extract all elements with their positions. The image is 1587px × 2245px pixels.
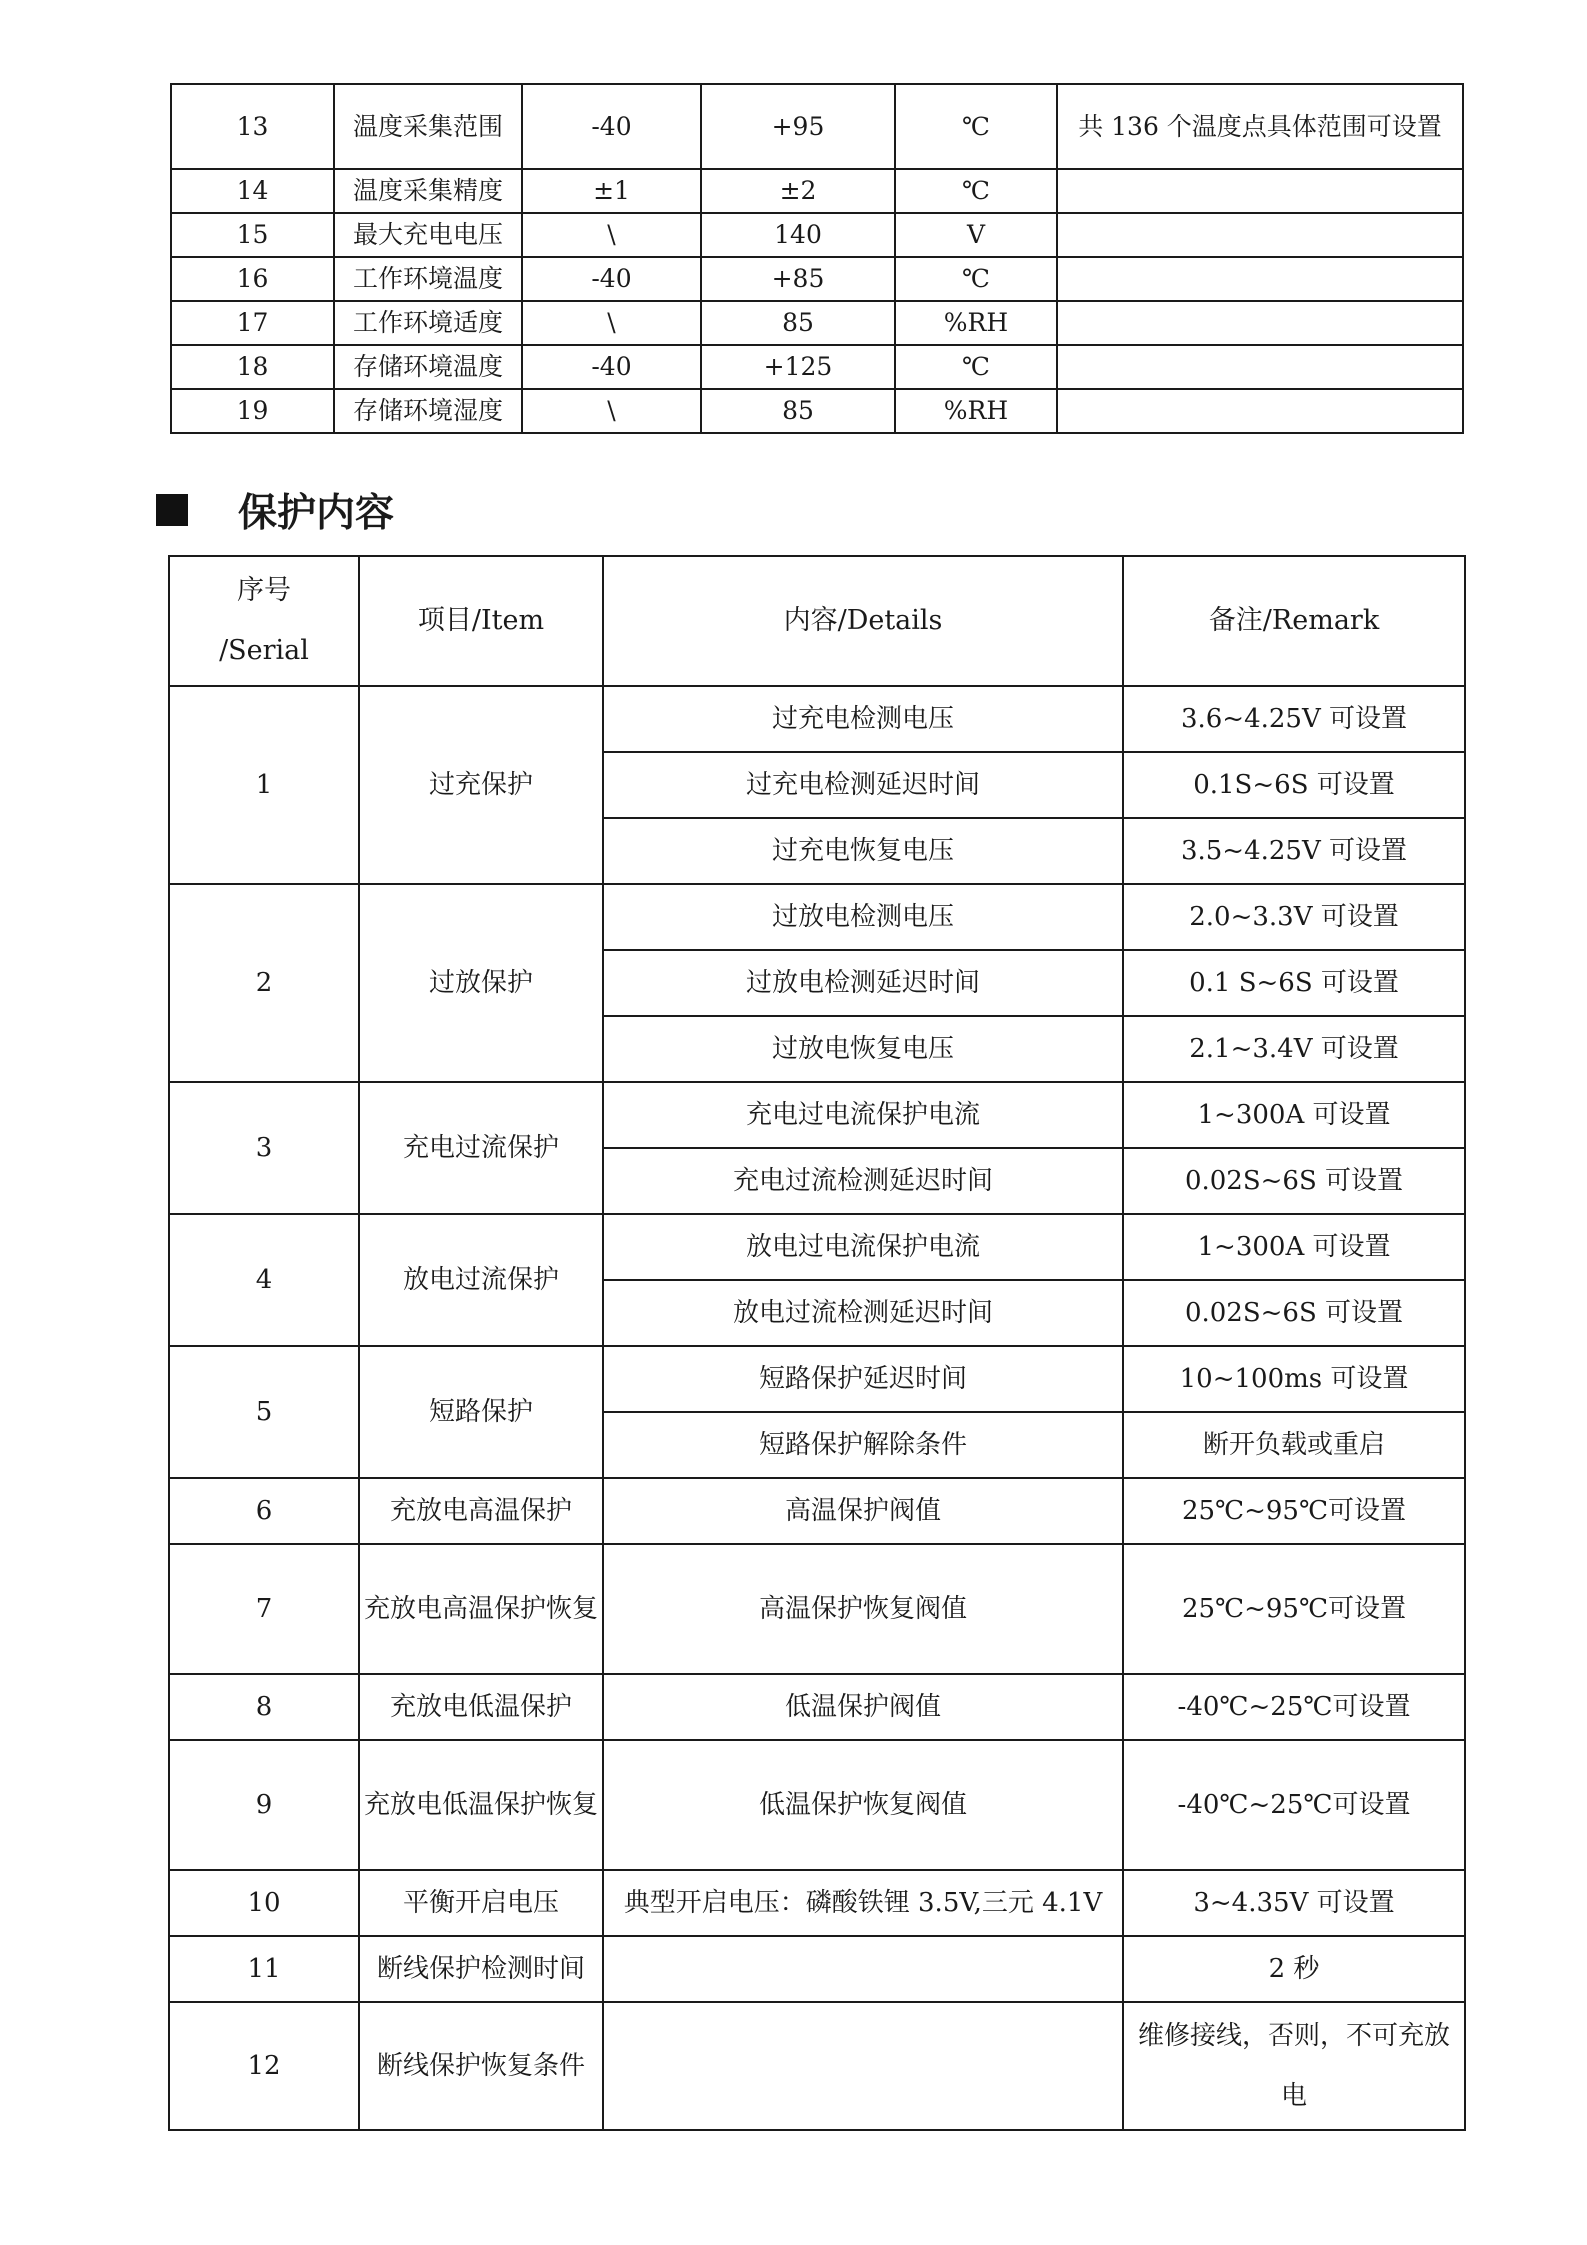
protection-remark: 2.0~3.3V 可设置 — [1123, 884, 1465, 950]
protection-remark: 10~100ms 可设置 — [1123, 1346, 1465, 1412]
protection-remark: 0.02S~6S 可设置 — [1123, 1148, 1465, 1214]
protection-details: 充电过流检测延迟时间 — [603, 1148, 1123, 1214]
spec-note — [1057, 301, 1463, 345]
protection-serial: 7 — [169, 1544, 359, 1674]
spec-item: 温度采集精度 — [334, 169, 522, 213]
protection-details — [603, 1936, 1123, 2002]
protection-details: 过充电检测延迟时间 — [603, 752, 1123, 818]
protection-row — [169, 2002, 1465, 2130]
spec-min: \ — [522, 389, 701, 433]
protection-remark: -40℃~25℃可设置 — [1123, 1674, 1465, 1740]
spec-unit: %RH — [895, 301, 1057, 345]
protection-item: 断线保护恢复条件 — [359, 2002, 603, 2130]
protection-details: 高温保护阀值 — [603, 1478, 1123, 1544]
protection-details — [603, 2002, 1123, 2130]
protection-details: 过放电恢复电压 — [603, 1016, 1123, 1082]
header-item: 项目/Item — [359, 556, 603, 686]
protection-serial: 2 — [169, 884, 359, 1082]
spec-number: 16 — [171, 257, 334, 301]
protection-item: 充放电高温保护 — [359, 1478, 603, 1544]
protection-remark: 0.1 S~6S 可设置 — [1123, 950, 1465, 1016]
protection-row — [169, 1674, 1465, 1740]
protection-remark: 2.1~3.4V 可设置 — [1123, 1016, 1465, 1082]
protection-item: 充放电高温保护恢复 — [359, 1544, 603, 1674]
protection-remark: -40℃~25℃可设置 — [1123, 1740, 1465, 1870]
spec-number: 15 — [171, 213, 334, 257]
spec-table — [170, 83, 1464, 434]
protection-row — [169, 1544, 1465, 1674]
protection-item: 短路保护 — [359, 1346, 603, 1478]
spec-note: 共 136 个温度点具体范围可设置 — [1057, 84, 1463, 169]
protection-serial: 11 — [169, 1936, 359, 2002]
protection-remark: 0.1S~6S 可设置 — [1123, 752, 1465, 818]
protection-table — [168, 555, 1466, 2131]
protection-remark: 25℃~95℃可设置 — [1123, 1544, 1465, 1674]
spec-min: -40 — [522, 257, 701, 301]
spec-row — [171, 345, 1463, 389]
spec-min: ±1 — [522, 169, 701, 213]
spec-max: ±2 — [701, 169, 895, 213]
protection-item: 断线保护检测时间 — [359, 1936, 603, 2002]
protection-item: 充放电低温保护恢复 — [359, 1740, 603, 1870]
protection-details: 放电过流检测延迟时间 — [603, 1280, 1123, 1346]
section-title: 保护内容 — [238, 491, 395, 536]
spec-max: 85 — [701, 389, 895, 433]
spec-row — [171, 389, 1463, 433]
header-row — [169, 556, 1465, 686]
protection-remark: 1~300A 可设置 — [1123, 1214, 1465, 1280]
spec-item: 温度采集范围 — [334, 84, 522, 169]
protection-serial: 12 — [169, 2002, 359, 2130]
spec-number: 17 — [171, 301, 334, 345]
spec-note — [1057, 169, 1463, 213]
header-serial-cn: 序号 — [237, 575, 291, 606]
protection-item: 放电过流保护 — [359, 1214, 603, 1346]
protection-remark: 3~4.35V 可设置 — [1123, 1870, 1465, 1936]
protection-remark: 3.6~4.25V 可设置 — [1123, 686, 1465, 752]
header-serial-en: /Serial — [219, 635, 309, 666]
spec-note — [1057, 257, 1463, 301]
spec-unit: V — [895, 213, 1057, 257]
spec-item: 工作环境适度 — [334, 301, 522, 345]
spec-unit: ℃ — [895, 345, 1057, 389]
spec-row — [171, 213, 1463, 257]
spec-row — [171, 169, 1463, 213]
protection-details: 低温保护阀值 — [603, 1674, 1123, 1740]
spec-min: -40 — [522, 345, 701, 389]
protection-remark: 断开负载或重启 — [1123, 1412, 1465, 1478]
protection-remark: 0.02S~6S 可设置 — [1123, 1280, 1465, 1346]
spec-max: +85 — [701, 257, 895, 301]
protection-row — [169, 1214, 1465, 1280]
spec-min: -40 — [522, 84, 701, 169]
protection-remark: 2 秒 — [1123, 1936, 1465, 2002]
protection-details: 典型开启电压：磷酸铁锂 3.5V,三元 4.1V — [603, 1870, 1123, 1936]
spec-unit: ℃ — [895, 169, 1057, 213]
spec-item: 最大充电电压 — [334, 213, 522, 257]
protection-item: 过放保护 — [359, 884, 603, 1082]
protection-row — [169, 1936, 1465, 2002]
protection-details: 过放电检测延迟时间 — [603, 950, 1123, 1016]
protection-remark: 25℃~95℃可设置 — [1123, 1478, 1465, 1544]
protection-details: 放电过电流保护电流 — [603, 1214, 1123, 1280]
spec-item: 工作环境温度 — [334, 257, 522, 301]
protection-item: 过充保护 — [359, 686, 603, 884]
protection-serial: 9 — [169, 1740, 359, 1870]
spec-note — [1057, 213, 1463, 257]
spec-number: 13 — [171, 84, 334, 169]
protection-row — [169, 1346, 1465, 1412]
protection-serial: 1 — [169, 686, 359, 884]
spec-row — [171, 301, 1463, 345]
spec-max: 85 — [701, 301, 895, 345]
spec-number: 19 — [171, 389, 334, 433]
spec-note — [1057, 389, 1463, 433]
spec-note — [1057, 345, 1463, 389]
spec-min: \ — [522, 301, 701, 345]
protection-remark: 维修接线，否则，不可充放电 — [1123, 2002, 1465, 2130]
protection-serial: 4 — [169, 1214, 359, 1346]
protection-row — [169, 1082, 1465, 1148]
protection-serial: 5 — [169, 1346, 359, 1478]
protection-row — [169, 884, 1465, 950]
spec-max: +95 — [701, 84, 895, 169]
protection-serial: 3 — [169, 1082, 359, 1214]
protection-item: 充电过流保护 — [359, 1082, 603, 1214]
spec-item: 存储环境湿度 — [334, 389, 522, 433]
protection-details: 短路保护延迟时间 — [603, 1346, 1123, 1412]
spec-min: \ — [522, 213, 701, 257]
protection-item: 平衡开启电压 — [359, 1870, 603, 1936]
protection-row — [169, 686, 1465, 752]
spec-unit: ℃ — [895, 84, 1057, 169]
spec-item: 存储环境温度 — [334, 345, 522, 389]
protection-serial: 8 — [169, 1674, 359, 1740]
header-details: 内容/Details — [603, 556, 1123, 686]
spec-number: 18 — [171, 345, 334, 389]
section-heading — [156, 480, 394, 540]
protection-details: 短路保护解除条件 — [603, 1412, 1123, 1478]
protection-serial: 6 — [169, 1478, 359, 1544]
protection-serial: 10 — [169, 1870, 359, 1936]
protection-item: 充放电低温保护 — [359, 1674, 603, 1740]
header-remark: 备注/Remark — [1123, 556, 1465, 686]
protection-details: 过放电检测电压 — [603, 884, 1123, 950]
protection-row — [169, 1478, 1465, 1544]
spec-unit: %RH — [895, 389, 1057, 433]
spec-max: +125 — [701, 345, 895, 389]
protection-details: 高温保护恢复阀值 — [603, 1544, 1123, 1674]
protection-details: 过充电检测电压 — [603, 686, 1123, 752]
spec-max: 140 — [701, 213, 895, 257]
protection-remark: 1~300A 可设置 — [1123, 1082, 1465, 1148]
protection-row — [169, 1740, 1465, 1870]
protection-remark: 3.5~4.25V 可设置 — [1123, 818, 1465, 884]
spec-row — [171, 257, 1463, 301]
spec-number: 14 — [171, 169, 334, 213]
protection-details: 低温保护恢复阀值 — [603, 1740, 1123, 1870]
spec-row — [171, 84, 1463, 169]
square-bullet-icon — [156, 494, 188, 526]
protection-row — [169, 1870, 1465, 1936]
protection-details: 过充电恢复电压 — [603, 818, 1123, 884]
spec-unit: ℃ — [895, 257, 1057, 301]
header-serial — [169, 556, 359, 686]
protection-details: 充电过电流保护电流 — [603, 1082, 1123, 1148]
